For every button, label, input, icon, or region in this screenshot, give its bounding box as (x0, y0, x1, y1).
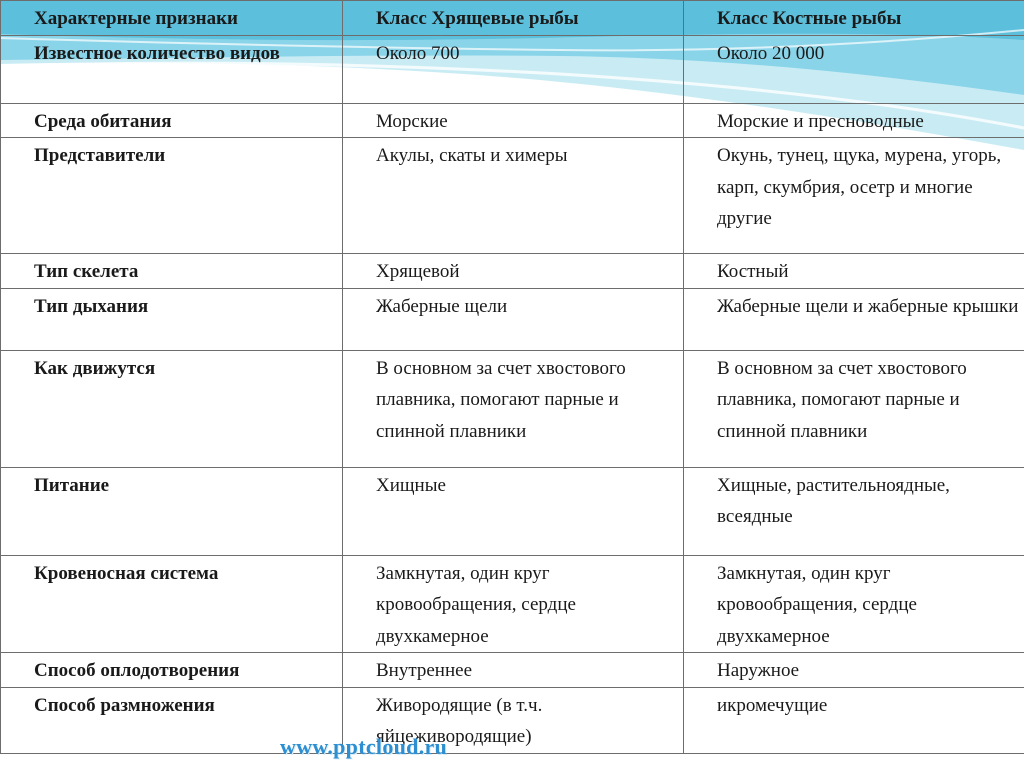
cartilaginous-value: Около 700 (343, 35, 684, 103)
bony-value: Окунь, тунец, щука, мурена, угорь, карп, скумбрия, осетр и многие другие (684, 138, 1024, 254)
row-label: Представители (1, 138, 343, 254)
bony-value: Хищные, растительноядные, всеядные (684, 467, 1024, 555)
table-header-row (1, 1, 1024, 36)
bony-value: Морские и пресноводные (684, 103, 1024, 138)
cartilaginous-value: Внутреннее (343, 653, 684, 688)
table-row (1, 103, 1024, 138)
cartilaginous-value: Акулы, скаты и химеры (343, 138, 684, 254)
header-features: Характерные признаки (1, 1, 343, 36)
bony-value: Костный (684, 254, 1024, 289)
table-row (1, 555, 1024, 653)
row-label: Питание (1, 467, 343, 555)
header-cartilaginous: Класс Хрящевые рыбы (343, 1, 684, 36)
row-label: Тип скелета (1, 254, 343, 289)
cartilaginous-value: Замкнутая, один круг кровообращения, сердце двухкамерное (343, 555, 684, 653)
table-row (1, 254, 1024, 289)
bony-value: Замкнутая, один круг кровообращения, сердце двухкамерное (684, 555, 1024, 653)
table-row (1, 467, 1024, 555)
bony-value: В основном за счет хвостового плавника, помогают парные и спинной плавники (684, 350, 1024, 467)
row-label: Способ размножения (1, 687, 343, 753)
cartilaginous-value: Морские (343, 103, 684, 138)
cartilaginous-value: Жаберные щели (343, 288, 684, 350)
cartilaginous-value: Живородящие (в т.ч. яйцеживородящие) (343, 687, 684, 753)
row-label: Кровеносная система (1, 555, 343, 653)
table-row (1, 653, 1024, 688)
table-row (1, 138, 1024, 254)
table-row (1, 35, 1024, 103)
bony-value: Жаберные щели и жаберные крышки (684, 288, 1024, 350)
row-label: Тип дыхания (1, 288, 343, 350)
footer-url-link[interactable]: www.pptcloud.ru (280, 734, 448, 759)
row-label: Как движутся (1, 350, 343, 467)
row-label: Способ оплодотворения (1, 653, 343, 688)
row-label: Среда обитания (1, 103, 343, 138)
table-row (1, 687, 1024, 753)
header-bony: Класс Костные рыбы (684, 1, 1024, 36)
row-label: Известное количество видов (1, 35, 343, 103)
bony-value: Наружное (684, 653, 1024, 688)
table-row (1, 288, 1024, 350)
cartilaginous-value: В основном за счет хвостового плавника, помогают парные и спинной плавники (343, 350, 684, 467)
cartilaginous-value: Хрящевой (343, 254, 684, 289)
bony-value: икромечущие (684, 687, 1024, 753)
table-row (1, 350, 1024, 467)
bony-value: Около 20 000 (684, 35, 1024, 103)
cartilaginous-value: Хищные (343, 467, 684, 555)
